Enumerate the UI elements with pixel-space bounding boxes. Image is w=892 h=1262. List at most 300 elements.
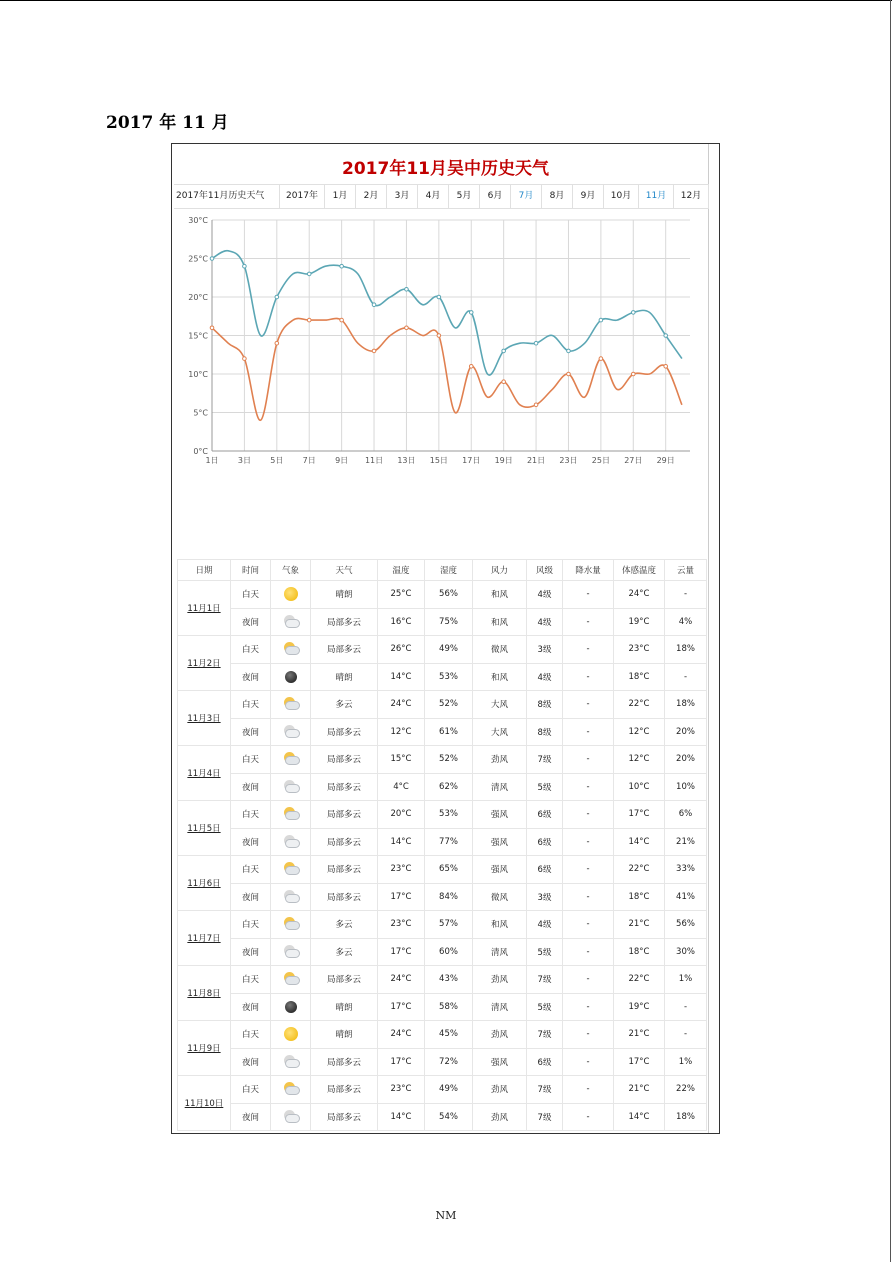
cell-level: 6级 xyxy=(527,1048,563,1076)
cell-rain: - xyxy=(563,1076,614,1104)
cell-wind: 微风 xyxy=(473,883,527,911)
cell-level: 6级 xyxy=(527,828,563,856)
cell-icon xyxy=(271,993,311,1021)
partly-cloudy-icon xyxy=(281,917,301,931)
table-row xyxy=(178,773,707,801)
cell-wind: 大风 xyxy=(473,691,527,719)
cell-humidity: 54% xyxy=(425,1103,473,1131)
cell-period: 白天 xyxy=(231,636,271,664)
cell-rain: - xyxy=(563,966,614,994)
cell-rain: - xyxy=(563,636,614,664)
clear-night-icon xyxy=(285,1001,297,1013)
series-1-point xyxy=(340,318,344,322)
cell-cloud: 1% xyxy=(665,966,707,994)
cell-feel: 23°C xyxy=(614,636,665,664)
cell-temp: 24°C xyxy=(378,1021,425,1049)
date-link[interactable]: 11月4日 xyxy=(178,746,231,801)
cell-rain: - xyxy=(563,1021,614,1049)
cell-level: 3级 xyxy=(527,636,563,664)
cell-level: 5级 xyxy=(527,993,563,1021)
cell-weather: 局部多云 xyxy=(311,856,378,884)
cell-humidity: 61% xyxy=(425,718,473,746)
cell-icon xyxy=(271,966,311,994)
cell-period: 夜间 xyxy=(231,1103,271,1131)
sunny-icon xyxy=(284,1027,298,1041)
cell-level: 7级 xyxy=(527,966,563,994)
cell-period: 夜间 xyxy=(231,663,271,691)
cell-weather: 局部多云 xyxy=(311,828,378,856)
cell-temp: 23°C xyxy=(378,1076,425,1104)
series-1-point xyxy=(405,326,409,330)
cell-wind: 强风 xyxy=(473,801,527,829)
partly-cloudy-night-icon xyxy=(281,945,301,959)
cell-weather: 局部多云 xyxy=(311,966,378,994)
cell-wind: 劲风 xyxy=(473,746,527,774)
cell-feel: 14°C xyxy=(614,1103,665,1131)
page-footer: NM xyxy=(435,1209,457,1222)
table-row xyxy=(178,581,707,609)
cell-feel: 21°C xyxy=(614,1021,665,1049)
table-row xyxy=(178,993,707,1021)
y-tick-label: 0°C xyxy=(193,447,208,456)
weather-screenshot-frame xyxy=(171,143,720,1134)
series-1-point xyxy=(567,372,571,376)
cell-cloud: 10% xyxy=(665,773,707,801)
cell-temp: 16°C xyxy=(378,608,425,636)
cell-wind: 和风 xyxy=(473,608,527,636)
cell-icon xyxy=(271,608,311,636)
cell-period: 白天 xyxy=(231,856,271,884)
cell-feel: 14°C xyxy=(614,828,665,856)
cell-weather: 局部多云 xyxy=(311,801,378,829)
cell-wind: 清风 xyxy=(473,773,527,801)
cell-period: 夜间 xyxy=(231,608,271,636)
cell-cloud: 20% xyxy=(665,746,707,774)
cell-humidity: 75% xyxy=(425,608,473,636)
series-0-point xyxy=(210,257,214,261)
cell-feel: 18°C xyxy=(614,938,665,966)
table-header-row xyxy=(178,560,707,581)
partly-cloudy-icon xyxy=(281,807,301,821)
cell-wind: 劲风 xyxy=(473,1103,527,1131)
cell-rain: - xyxy=(563,883,614,911)
cell-feel: 17°C xyxy=(614,1048,665,1076)
column-header: 体感温度 xyxy=(614,560,665,581)
partly-cloudy-icon xyxy=(281,697,301,711)
cell-rain: - xyxy=(563,663,614,691)
cell-wind: 强风 xyxy=(473,856,527,884)
cell-wind: 微风 xyxy=(473,636,527,664)
x-tick-label: 19日 xyxy=(494,456,513,465)
x-tick-label: 11日 xyxy=(364,456,384,465)
table-row xyxy=(178,1076,707,1104)
table-row xyxy=(178,801,707,829)
table-row xyxy=(178,663,707,691)
cell-wind: 清风 xyxy=(473,993,527,1021)
series-1-point xyxy=(534,403,538,407)
cell-weather: 局部多云 xyxy=(311,1103,378,1131)
column-header: 温度 xyxy=(378,560,425,581)
document-heading: 2017 年 11 月 xyxy=(106,113,229,133)
cell-temp: 23°C xyxy=(378,911,425,939)
partly-cloudy-icon xyxy=(281,752,301,766)
x-tick-label: 3日 xyxy=(237,456,251,465)
cell-weather: 局部多云 xyxy=(311,636,378,664)
partly-cloudy-icon xyxy=(281,642,301,656)
cell-temp: 14°C xyxy=(378,663,425,691)
cell-rain: - xyxy=(563,581,614,609)
table-row xyxy=(178,746,707,774)
cell-rain: - xyxy=(563,801,614,829)
cell-level: 5级 xyxy=(527,773,563,801)
cell-wind: 强风 xyxy=(473,1048,527,1076)
date-link[interactable]: 11月6日 xyxy=(178,856,231,911)
month-tab-3[interactable]: 3月 xyxy=(387,185,418,208)
table-row xyxy=(178,828,707,856)
cell-humidity: 72% xyxy=(425,1048,473,1076)
series-1-point xyxy=(664,365,668,369)
clear-night-icon xyxy=(285,671,297,683)
cell-icon xyxy=(271,856,311,884)
cell-humidity: 52% xyxy=(425,691,473,719)
series-0-point xyxy=(631,311,635,315)
cell-level: 4级 xyxy=(527,663,563,691)
cell-period: 夜间 xyxy=(231,993,271,1021)
x-tick-label: 21日 xyxy=(526,456,546,465)
cell-cloud: 56% xyxy=(665,911,707,939)
cell-humidity: 56% xyxy=(425,581,473,609)
partly-cloudy-night-icon xyxy=(281,835,301,849)
cell-humidity: 53% xyxy=(425,663,473,691)
cell-cloud: - xyxy=(665,663,707,691)
cell-wind: 大风 xyxy=(473,718,527,746)
cell-feel: 19°C xyxy=(614,993,665,1021)
partly-cloudy-icon xyxy=(281,972,301,986)
month-tab-6[interactable]: 6月 xyxy=(480,185,511,208)
cell-weather: 局部多云 xyxy=(311,773,378,801)
cell-humidity: 84% xyxy=(425,883,473,911)
month-nav-label: 2017年11月历史天气 xyxy=(174,185,280,208)
cell-temp: 12°C xyxy=(378,718,425,746)
cell-temp: 24°C xyxy=(378,966,425,994)
cell-weather: 多云 xyxy=(311,911,378,939)
partly-cloudy-icon xyxy=(281,862,301,876)
cell-cloud: 18% xyxy=(665,691,707,719)
cell-level: 6级 xyxy=(527,801,563,829)
cell-rain: - xyxy=(563,993,614,1021)
cell-cloud: 20% xyxy=(665,718,707,746)
cell-weather: 局部多云 xyxy=(311,1048,378,1076)
cell-period: 夜间 xyxy=(231,773,271,801)
month-tab-0[interactable]: 2017年 xyxy=(280,185,325,208)
series-0-point xyxy=(437,295,441,299)
series-0-point xyxy=(307,272,311,276)
cell-period: 夜间 xyxy=(231,883,271,911)
cell-cloud: 18% xyxy=(665,636,707,664)
page-right-border xyxy=(890,0,891,1262)
cell-level: 8级 xyxy=(527,691,563,719)
table-row xyxy=(178,856,707,884)
series-0-point xyxy=(599,318,603,322)
cell-period: 白天 xyxy=(231,1076,271,1104)
table-row xyxy=(178,911,707,939)
y-tick-label: 20°C xyxy=(188,293,208,302)
cell-weather: 多云 xyxy=(311,691,378,719)
y-tick-label: 5°C xyxy=(193,408,208,418)
cell-feel: 12°C xyxy=(614,746,665,774)
series-line-0 xyxy=(212,251,682,375)
cell-temp: 4°C xyxy=(378,773,425,801)
cell-rain: - xyxy=(563,1048,614,1076)
series-0-point xyxy=(372,303,376,307)
cell-icon xyxy=(271,718,311,746)
partly-cloudy-night-icon xyxy=(281,1110,301,1124)
cell-rain: - xyxy=(563,718,614,746)
page-top-border xyxy=(0,0,892,1)
series-0-point xyxy=(534,341,538,345)
column-header: 云量 xyxy=(665,560,707,581)
cell-cloud: 30% xyxy=(665,938,707,966)
cell-humidity: 52% xyxy=(425,746,473,774)
cell-cloud: 33% xyxy=(665,856,707,884)
cell-humidity: 58% xyxy=(425,993,473,1021)
series-0-point xyxy=(243,264,247,268)
month-tab-1[interactable]: 1月 xyxy=(325,185,356,208)
cell-feel: 22°C xyxy=(614,691,665,719)
cell-wind: 和风 xyxy=(473,581,527,609)
date-link[interactable]: 11月3日 xyxy=(178,691,231,746)
cell-temp: 17°C xyxy=(378,938,425,966)
cell-temp: 17°C xyxy=(378,993,425,1021)
cell-feel: 24°C xyxy=(614,581,665,609)
cell-icon xyxy=(271,1076,311,1104)
cell-cloud: - xyxy=(665,993,707,1021)
series-line-1 xyxy=(212,318,682,420)
cell-icon xyxy=(271,773,311,801)
cell-weather: 晴朗 xyxy=(311,663,378,691)
table-row xyxy=(178,1048,707,1076)
date-link[interactable]: 11月9日 xyxy=(178,1021,231,1076)
cell-level: 4级 xyxy=(527,608,563,636)
partly-cloudy-night-icon xyxy=(281,1055,301,1069)
month-tab-4[interactable]: 4月 xyxy=(418,185,449,208)
cell-feel: 18°C xyxy=(614,883,665,911)
cell-humidity: 49% xyxy=(425,636,473,664)
series-0-point xyxy=(664,334,668,338)
partly-cloudy-night-icon xyxy=(281,890,301,904)
cell-icon xyxy=(271,1103,311,1131)
cell-period: 夜间 xyxy=(231,1048,271,1076)
cell-humidity: 53% xyxy=(425,801,473,829)
cell-humidity: 45% xyxy=(425,1021,473,1049)
y-tick-label: 30°C xyxy=(188,216,208,225)
cell-cloud: 41% xyxy=(665,883,707,911)
cell-period: 白天 xyxy=(231,966,271,994)
cell-temp: 23°C xyxy=(378,856,425,884)
cell-cloud: 1% xyxy=(665,1048,707,1076)
partly-cloudy-night-icon xyxy=(281,780,301,794)
column-header: 气象 xyxy=(271,560,311,581)
x-tick-label: 25日 xyxy=(591,456,610,465)
cell-level: 7级 xyxy=(527,1103,563,1131)
series-1-point xyxy=(437,334,441,338)
cell-feel: 22°C xyxy=(614,856,665,884)
date-link[interactable]: 11月8日 xyxy=(178,966,231,1021)
cell-level: 7级 xyxy=(527,746,563,774)
cell-icon xyxy=(271,801,311,829)
cell-feel: 10°C xyxy=(614,773,665,801)
month-tab-8[interactable]: 8月 xyxy=(542,185,573,208)
cell-cloud: 4% xyxy=(665,608,707,636)
cell-feel: 12°C xyxy=(614,718,665,746)
cell-humidity: 60% xyxy=(425,938,473,966)
table-row xyxy=(178,1021,707,1049)
sunny-icon xyxy=(284,587,298,601)
cell-level: 7级 xyxy=(527,1021,563,1049)
cell-weather: 晴朗 xyxy=(311,993,378,1021)
series-1-point xyxy=(599,357,603,361)
cell-feel: 21°C xyxy=(614,1076,665,1104)
cell-level: 5级 xyxy=(527,938,563,966)
cell-weather: 局部多云 xyxy=(311,1076,378,1104)
partly-cloudy-night-icon xyxy=(281,615,301,629)
cell-wind: 和风 xyxy=(473,911,527,939)
cell-temp: 17°C xyxy=(378,1048,425,1076)
cell-weather: 局部多云 xyxy=(311,883,378,911)
cell-icon xyxy=(271,1048,311,1076)
cell-icon xyxy=(271,883,311,911)
series-1-point xyxy=(243,357,247,361)
x-tick-label: 1日 xyxy=(205,456,219,465)
month-tab-11[interactable]: 11月 xyxy=(639,185,674,208)
cell-feel: 22°C xyxy=(614,966,665,994)
cell-wind: 劲风 xyxy=(473,1076,527,1104)
cell-icon xyxy=(271,746,311,774)
cell-rain: - xyxy=(563,938,614,966)
date-link[interactable]: 11月2日 xyxy=(178,636,231,691)
cell-temp: 15°C xyxy=(378,746,425,774)
x-tick-label: 13日 xyxy=(397,456,416,465)
cell-period: 夜间 xyxy=(231,828,271,856)
month-tab-5[interactable]: 5月 xyxy=(449,185,480,208)
cell-temp: 24°C xyxy=(378,691,425,719)
cell-weather: 晴朗 xyxy=(311,1021,378,1049)
x-tick-label: 27日 xyxy=(624,456,643,465)
series-0-point xyxy=(405,288,409,292)
table-row xyxy=(178,718,707,746)
cell-humidity: 43% xyxy=(425,966,473,994)
cell-wind: 清风 xyxy=(473,938,527,966)
month-tab-12[interactable]: 12月 xyxy=(674,185,709,208)
cell-weather: 局部多云 xyxy=(311,718,378,746)
cell-rain: - xyxy=(563,856,614,884)
date-link[interactable]: 11月1日 xyxy=(178,581,231,636)
cell-temp: 17°C xyxy=(378,883,425,911)
cell-wind: 和风 xyxy=(473,663,527,691)
weather-table xyxy=(177,559,707,1131)
cell-weather: 晴朗 xyxy=(311,581,378,609)
cell-wind: 劲风 xyxy=(473,966,527,994)
cell-temp: 25°C xyxy=(378,581,425,609)
x-tick-label: 7日 xyxy=(302,456,316,465)
series-0-point xyxy=(502,349,506,353)
cell-period: 夜间 xyxy=(231,938,271,966)
cell-level: 6级 xyxy=(527,856,563,884)
column-header: 天气 xyxy=(311,560,378,581)
cell-weather: 局部多云 xyxy=(311,608,378,636)
month-tab-10[interactable]: 10月 xyxy=(604,185,639,208)
partly-cloudy-icon xyxy=(281,1082,301,1096)
series-0-point xyxy=(275,295,279,299)
cell-icon xyxy=(271,1021,311,1049)
cell-cloud: 22% xyxy=(665,1076,707,1104)
column-header: 时间 xyxy=(231,560,271,581)
column-header: 风力 xyxy=(473,560,527,581)
date-link[interactable]: 11月5日 xyxy=(178,801,231,856)
cell-rain: - xyxy=(563,828,614,856)
chart-title: 2017年11月吴中历史天气 xyxy=(342,159,549,179)
table-row xyxy=(178,636,707,664)
cell-temp: 14°C xyxy=(378,1103,425,1131)
date-link[interactable]: 11月10日 xyxy=(178,1076,231,1131)
table-row xyxy=(178,966,707,994)
cell-level: 7级 xyxy=(527,1076,563,1104)
cell-humidity: 77% xyxy=(425,828,473,856)
table-row xyxy=(178,938,707,966)
table-row xyxy=(178,883,707,911)
column-header: 风级 xyxy=(527,560,563,581)
series-1-point xyxy=(307,318,311,322)
cell-rain: - xyxy=(563,1103,614,1131)
x-tick-label: 23日 xyxy=(559,456,578,465)
cell-level: 8级 xyxy=(527,718,563,746)
cell-rain: - xyxy=(563,691,614,719)
cell-cloud: 6% xyxy=(665,801,707,829)
temperature-line-chart xyxy=(172,210,712,550)
month-tab-9[interactable]: 9月 xyxy=(573,185,604,208)
cell-level: 4级 xyxy=(527,581,563,609)
cell-humidity: 62% xyxy=(425,773,473,801)
cell-wind: 强风 xyxy=(473,828,527,856)
cell-period: 白天 xyxy=(231,581,271,609)
cell-feel: 21°C xyxy=(614,911,665,939)
column-header: 降水量 xyxy=(563,560,614,581)
series-1-point xyxy=(502,380,506,384)
series-1-point xyxy=(469,365,473,369)
month-navigation xyxy=(174,184,709,209)
cell-period: 白天 xyxy=(231,911,271,939)
table-row xyxy=(178,608,707,636)
cell-icon xyxy=(271,938,311,966)
cell-cloud: - xyxy=(665,581,707,609)
cell-period: 白天 xyxy=(231,746,271,774)
cell-period: 白天 xyxy=(231,1021,271,1049)
cell-icon xyxy=(271,911,311,939)
cell-weather: 局部多云 xyxy=(311,746,378,774)
date-link[interactable]: 11月7日 xyxy=(178,911,231,966)
cell-period: 白天 xyxy=(231,801,271,829)
month-tab-7[interactable]: 7月 xyxy=(511,185,542,208)
y-tick-label: 10°C xyxy=(188,370,208,379)
month-tab-2[interactable]: 2月 xyxy=(356,185,387,208)
cell-rain: - xyxy=(563,608,614,636)
cell-temp: 20°C xyxy=(378,801,425,829)
cell-icon xyxy=(271,663,311,691)
table-row xyxy=(178,691,707,719)
x-tick-label: 9日 xyxy=(335,456,349,465)
cell-icon xyxy=(271,581,311,609)
y-tick-label: 15°C xyxy=(188,331,208,341)
